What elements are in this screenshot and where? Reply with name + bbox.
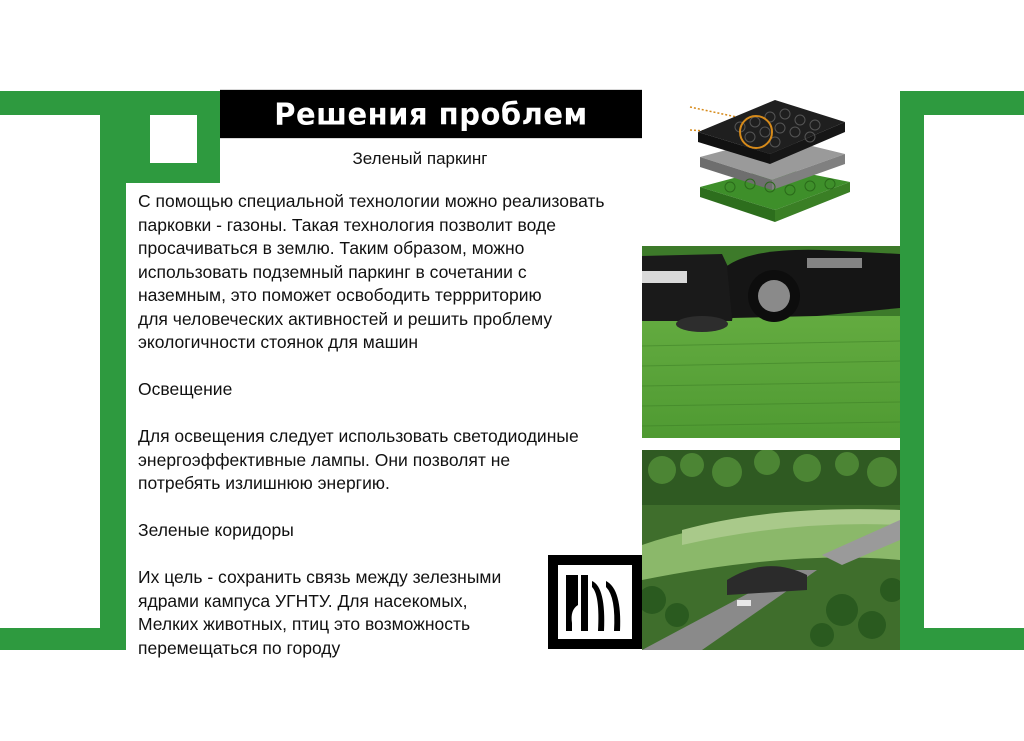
ugntu-logo: [548, 555, 642, 649]
corridors-line: ядрами кампуса УГНТУ. Для насекомых,: [138, 590, 468, 611]
corridors-line: перемещаться по городу: [138, 637, 341, 658]
corridors-line: Мелких животных, птиц это возможность: [138, 614, 471, 634]
parking-line: С помощью специальной технологии можно реализовать: [138, 191, 605, 211]
corridors-heading: Зеленые коридоры: [138, 520, 294, 540]
parking-line: просачиваться в землю. Таким образом, можно: [138, 238, 525, 258]
page-title: Решения проблем: [220, 90, 642, 138]
eco-bridge-image: [642, 450, 900, 650]
section-subtitle: Зеленый паркинг: [352, 149, 488, 168]
parking-line: экологичности стоянок для машин: [138, 332, 419, 352]
parking-line: использовать подземный паркинг в сочетании с: [138, 261, 527, 282]
parking-line: для человеческих активностей и решить проблему: [138, 308, 553, 329]
parking-line: наземным, это поможет освободить террриторию: [138, 285, 542, 305]
decor-square: [150, 115, 197, 163]
corridors-line: Их цель - сохранить связь между зелезными: [138, 567, 502, 587]
lighting-heading: Освещение: [138, 379, 233, 399]
left-frame-inner: [0, 115, 100, 630]
grid-plate-image: [680, 92, 860, 242]
parked-cars-image: [642, 246, 900, 438]
left-frame-strip: [100, 115, 126, 650]
lighting-line: Для освещения следует использовать светодиодиные: [138, 426, 579, 446]
right-frame-inner: [924, 115, 1024, 628]
left-frame-bottom: [0, 628, 126, 650]
lighting-line: потребять излишнюю энергию.: [138, 473, 390, 493]
lighting-line: энергоэффективные лампы. Они позволят не: [138, 449, 511, 470]
parking-line: парковки - газоны. Такая технология позволит воде: [138, 214, 556, 235]
